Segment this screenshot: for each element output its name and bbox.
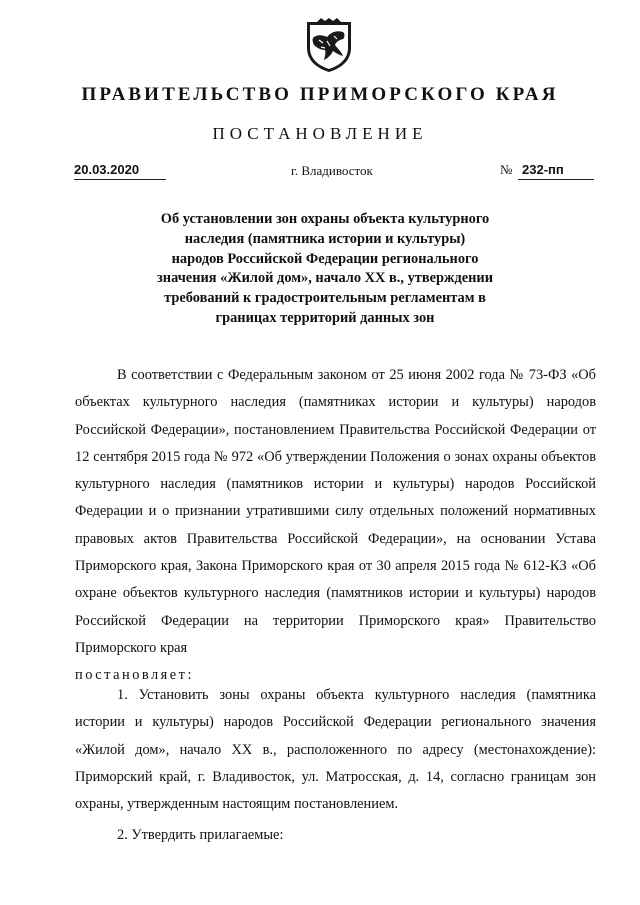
item-1-paragraph: 1. Установить зоны охраны объекта культурного наследия (памятника истории и культуры) народов Российской Федерации регионального значения «Жилой дом», начало XX в., расположенного по адресу (местонахождение): Приморский край, г. Владивосток, ул. Матросская, д. 14, согласно границам зон охраны, утвержденным настоящим постановлением. bbox=[75, 687, 596, 813]
resolves-word: постановляет: bbox=[75, 667, 194, 684]
document-subject bbox=[130, 210, 520, 329]
government-title: ПРАВИТЕЛЬСТВО ПРИМОРСКОГО КРАЯ bbox=[81, 84, 559, 105]
item-2-block bbox=[75, 822, 596, 849]
document-number: 232-пп bbox=[522, 162, 564, 177]
item-1-block bbox=[75, 682, 596, 818]
number-underline bbox=[518, 179, 594, 180]
subject-line: значения «Жилой дом», начало XX в., утверждении bbox=[157, 270, 493, 287]
document-type: ПОСТАНОВЛЕНИЕ bbox=[212, 124, 428, 143]
subject-line: народов Российской Федерации регионального bbox=[171, 250, 479, 267]
preamble-block bbox=[75, 362, 596, 690]
subject-line: требований к градостроительным регламентам в bbox=[164, 290, 486, 307]
coat-of-arms-icon bbox=[301, 18, 357, 74]
document-city: г. Владивосток bbox=[291, 163, 373, 178]
subject-line: Об установлении зон охраны объекта культурного bbox=[160, 211, 490, 227]
preamble-paragraph: В соответствии с Федеральным законом от 25 июня 2002 года № 73-ФЗ «Об объектах культурного наследия (памятниках истории и культуры) народов Российской Федерации», постановлением Правительства Российской Федерации от 12 сентября 2015 года № 972 «Об утверждении Положения о зонах охраны объектов культурного наследия (памятников истории и культуры) народов Российской Федерации и о признании утратившими силу отдельных положений нормативных правовых актов Правительства Российской Федерации», на основании Устава Приморского края, Закона Приморского края от 30 апреля 2015 года № 612-КЗ «Об охране объектов культурного наследия (памятников истории и культуры) народов Российской Федерации на территории Приморского края» Правительство Приморского края bbox=[75, 367, 596, 656]
date-underline bbox=[74, 179, 166, 180]
item-2-paragraph: 2. Утвердить прилагаемые: bbox=[117, 827, 284, 843]
number-label: № bbox=[500, 162, 513, 177]
document-meta bbox=[0, 162, 640, 186]
document-date: 20.03.2020 bbox=[74, 162, 140, 177]
subject-line: границах территорий данных зон bbox=[215, 309, 435, 326]
subject-line: наследия (памятника истории и культуры) bbox=[184, 230, 466, 247]
